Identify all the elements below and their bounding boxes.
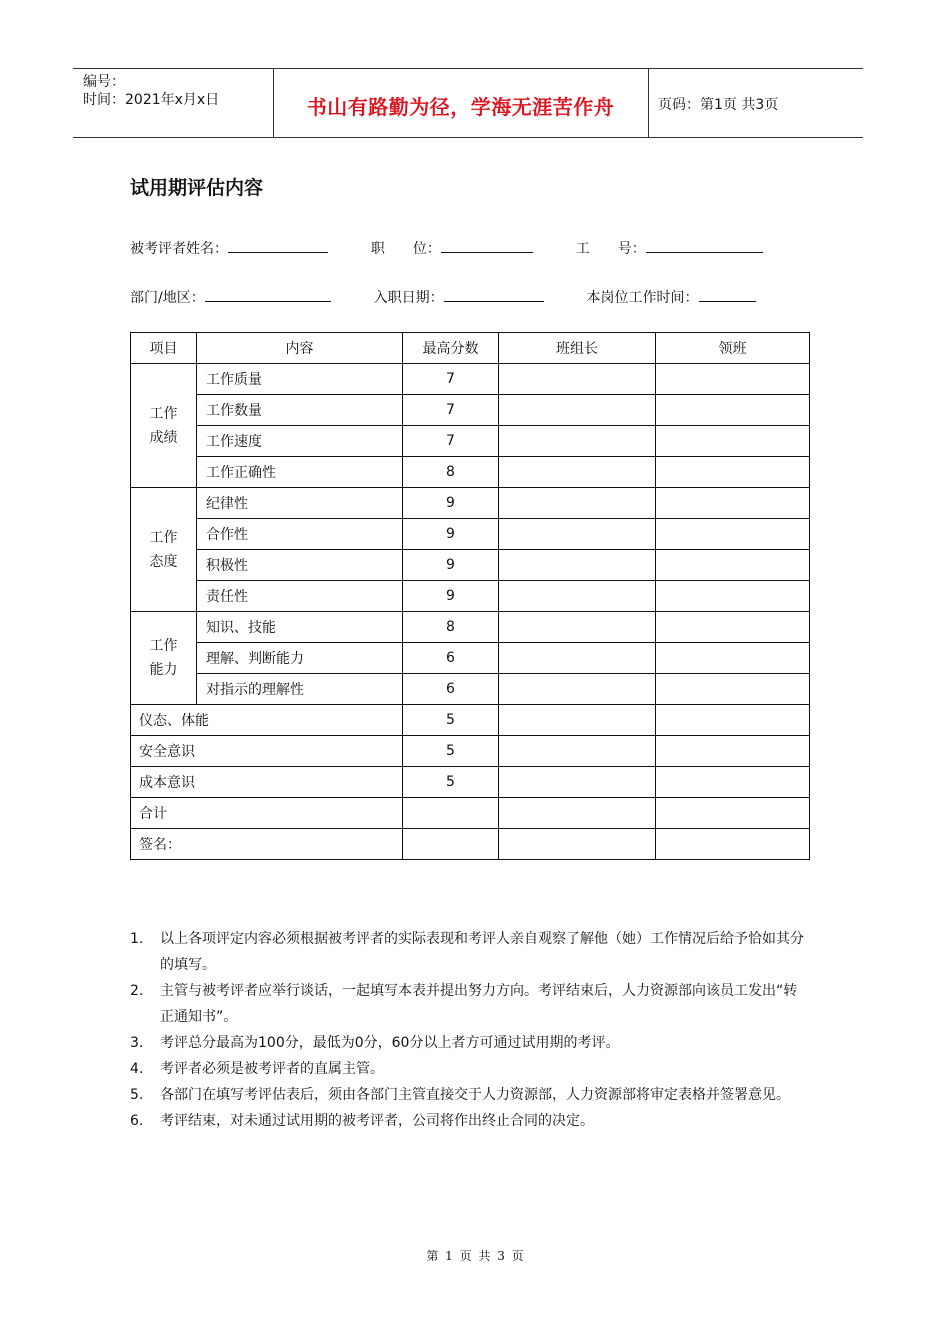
item-content: 对指示的理解性 (197, 674, 403, 705)
team-leader-signature-cell[interactable] (499, 829, 656, 860)
id-field[interactable] (646, 238, 763, 253)
note-text: 考评总分最高为100分，最低为0分，60分以上者方可通过试用期的考评。 (160, 1035, 620, 1051)
evaluation-table (130, 332, 810, 860)
team-leader-score-cell[interactable] (499, 705, 656, 736)
doc-code-label: 编号： (83, 74, 125, 90)
info-row-1 (130, 238, 763, 258)
item-content: 纪律性 (197, 488, 403, 519)
team-leader-score-cell[interactable] (499, 643, 656, 674)
team-leader-score-cell[interactable] (499, 426, 656, 457)
item-content: 知识、技能 (197, 612, 403, 643)
page-footer: 第 1 页 共 3 页 (426, 1249, 524, 1263)
team-leader-total-cell[interactable] (499, 798, 656, 829)
table-row (131, 705, 810, 736)
item-content: 工作数量 (197, 395, 403, 426)
note-text: 考评结束，对未通过试用期的被考评者，公司将作出终止合同的决定。 (160, 1113, 594, 1129)
table-row (131, 550, 810, 581)
foreman-score-cell[interactable] (656, 674, 810, 705)
category-cell: 工作 态度 (131, 488, 197, 612)
note-number: 5. (130, 1087, 144, 1103)
foreman-score-cell[interactable] (656, 705, 810, 736)
item-content: 工作速度 (197, 426, 403, 457)
note-item (130, 1056, 810, 1082)
foreman-score-cell[interactable] (656, 767, 810, 798)
item-max-score: 6 (403, 643, 499, 674)
page-title: 试用期评估内容 (130, 177, 264, 199)
note-item (130, 1082, 810, 1108)
foreman-score-cell[interactable] (656, 426, 810, 457)
note-item (130, 1030, 810, 1056)
table-row (131, 612, 810, 643)
team-leader-score-cell[interactable] (499, 736, 656, 767)
hire-date-field[interactable] (444, 287, 544, 302)
item-max-score: 8 (403, 457, 499, 488)
item-max-score: 7 (403, 364, 499, 395)
table-row (131, 364, 810, 395)
table-row (131, 674, 810, 705)
category-cell: 工作 成绩 (131, 364, 197, 488)
signature-label: 签名： (131, 829, 403, 860)
note-number: 6. (130, 1113, 144, 1129)
note-item (130, 926, 810, 978)
position-field[interactable] (441, 238, 533, 253)
foreman-score-cell[interactable] (656, 488, 810, 519)
item-max-score: 8 (403, 612, 499, 643)
foreman-score-cell[interactable] (656, 736, 810, 767)
foreman-score-cell[interactable] (656, 519, 810, 550)
header-page-info: 页码：第1页 共3页 (658, 97, 779, 113)
foreman-score-cell[interactable] (656, 612, 810, 643)
single-item-label: 成本意识 (131, 767, 403, 798)
single-item-label: 安全意识 (131, 736, 403, 767)
table-header-row (131, 333, 810, 364)
foreman-signature-cell[interactable] (656, 829, 810, 860)
note-text: 各部门在填写考评估表后，须由各部门主管直接交于人力资源部，人力资源部将审定表格并签署意见。 (160, 1087, 790, 1103)
table-row (131, 488, 810, 519)
category-cell: 工作 能力 (131, 612, 197, 705)
item-max-score: 7 (403, 395, 499, 426)
header-divider (648, 69, 649, 137)
team-leader-score-cell[interactable] (499, 767, 656, 798)
team-leader-score-cell[interactable] (499, 550, 656, 581)
item-content: 工作正确性 (197, 457, 403, 488)
foreman-score-cell[interactable] (656, 550, 810, 581)
item-max-score: 9 (403, 488, 499, 519)
page-header (73, 68, 863, 138)
item-content: 工作质量 (197, 364, 403, 395)
item-content: 积极性 (197, 550, 403, 581)
item-content: 合作性 (197, 519, 403, 550)
foreman-score-cell[interactable] (656, 364, 810, 395)
name-label: 被考评者姓名： (130, 241, 228, 257)
signature-blank[interactable] (403, 829, 499, 860)
table-row (131, 798, 810, 829)
table-row (131, 829, 810, 860)
foreman-score-cell[interactable] (656, 457, 810, 488)
col-header: 项目 (131, 333, 197, 364)
header-meta (83, 73, 219, 109)
col-header: 领班 (656, 333, 810, 364)
item-content: 理解、判断能力 (197, 643, 403, 674)
table-row (131, 643, 810, 674)
note-number: 3. (130, 1035, 144, 1051)
dept-label: 部门/地区： (130, 290, 205, 306)
tenure-label: 本岗位工作时间： (586, 290, 699, 306)
team-leader-score-cell[interactable] (499, 519, 656, 550)
table-row (131, 426, 810, 457)
info-row-2 (130, 287, 756, 307)
team-leader-score-cell[interactable] (499, 612, 656, 643)
item-max-score: 6 (403, 674, 499, 705)
dept-field[interactable] (205, 287, 331, 302)
note-text: 主管与被考评者应举行谈话，一起填写本表并提出努力方向。考评结束后，人力资源部向该员工发出“转正通知书”。 (160, 983, 798, 1025)
note-item (130, 1108, 810, 1134)
hire-date-label: 入职日期： (373, 290, 444, 306)
table-row (131, 736, 810, 767)
table-row (131, 519, 810, 550)
note-number: 1. (130, 931, 144, 947)
item-max-score: 5 (403, 767, 499, 798)
team-leader-score-cell[interactable] (499, 674, 656, 705)
note-number: 2. (130, 983, 144, 999)
notes-list (130, 926, 810, 1134)
item-max-score: 9 (403, 519, 499, 550)
tenure-field[interactable] (699, 287, 756, 302)
team-leader-score-cell[interactable] (499, 395, 656, 426)
item-max-score: 7 (403, 426, 499, 457)
total-label: 合计 (131, 798, 403, 829)
note-number: 4. (130, 1061, 144, 1077)
note-item (130, 978, 810, 1030)
position-label: 职 位： (370, 241, 441, 257)
total-max-score[interactable] (403, 798, 499, 829)
foreman-score-cell[interactable] (656, 395, 810, 426)
team-leader-score-cell[interactable] (499, 488, 656, 519)
col-header: 最高分数 (403, 333, 499, 364)
item-content: 责任性 (197, 581, 403, 612)
foreman-score-cell[interactable] (656, 581, 810, 612)
team-leader-score-cell[interactable] (499, 457, 656, 488)
foreman-score-cell[interactable] (656, 643, 810, 674)
note-text: 考评者必须是被考评者的直属主管。 (160, 1061, 384, 1077)
single-item-label: 仪态、体能 (131, 705, 403, 736)
team-leader-score-cell[interactable] (499, 364, 656, 395)
table-row (131, 395, 810, 426)
id-label: 工 号： (575, 241, 646, 257)
table-row (131, 767, 810, 798)
foreman-total-cell[interactable] (656, 798, 810, 829)
item-max-score: 9 (403, 550, 499, 581)
table-row (131, 457, 810, 488)
col-header: 班组长 (499, 333, 656, 364)
note-text: 以上各项评定内容必须根据被考评者的实际表现和考评人亲自观察了解他（她）工作情况后给予恰如其分的填写。 (160, 931, 804, 973)
table-row (131, 581, 810, 612)
item-max-score: 9 (403, 581, 499, 612)
col-header: 内容 (197, 333, 403, 364)
team-leader-score-cell[interactable] (499, 581, 656, 612)
header-motto: 书山有路勤为径，学海无涯苦作舟 (306, 95, 615, 119)
item-max-score: 5 (403, 705, 499, 736)
item-max-score: 5 (403, 736, 499, 767)
name-field[interactable] (228, 238, 328, 253)
doc-time-label: 时间：2021年x月x日 (83, 92, 220, 108)
